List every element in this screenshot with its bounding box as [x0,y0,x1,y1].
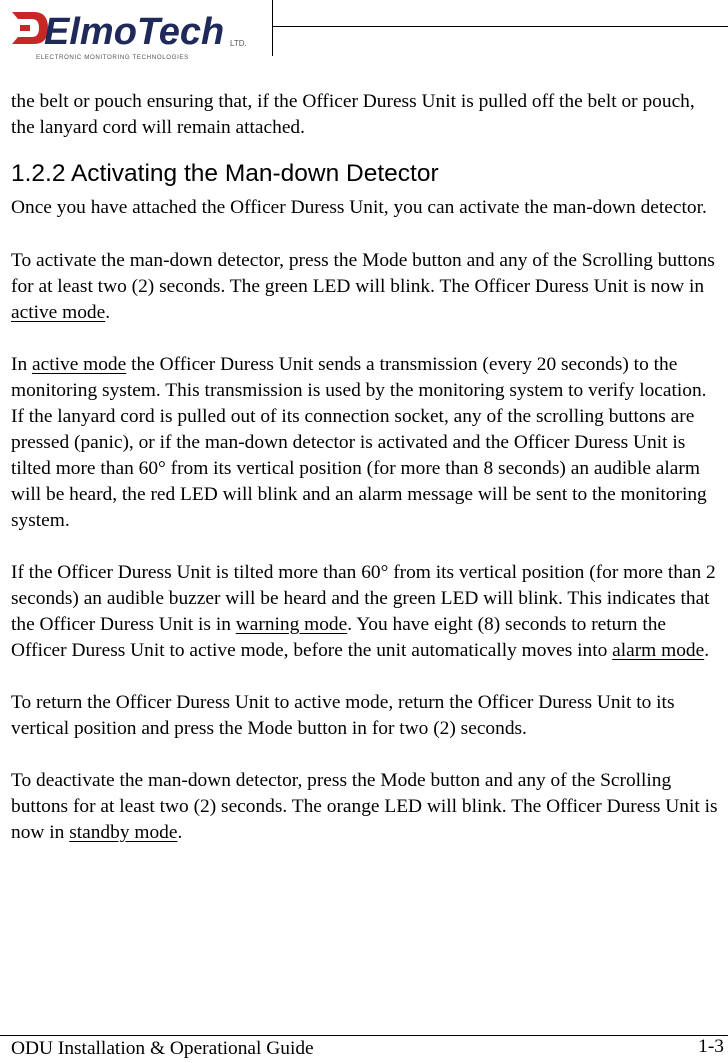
document-body [11,89,723,872]
intro-paragraph: Once you have attached the Officer Duress Unit, you can activate the man-down detector. [11,197,707,218]
continued-paragraph: the belt or pouch ensuring that, if the Officer Duress Unit is pulled off the belt or pouch, the lanyard cord will remain attached. [11,91,695,138]
active-mode-paragraph [11,352,723,534]
logo-tagline: ELECTRONIC MONITORING TECHNOLOGIES [36,54,189,61]
deactivate-paragraph [11,768,723,846]
activate-text: To activate the man-down detector, press the Mode button and any of the Scrolling buttons for at least two (2) seconds. The green LED will blink. The Officer Duress Unit is now in [11,250,715,297]
activate-paragraph [11,248,723,326]
logo-mark-icon [12,12,48,44]
logo-suffix: LTD. [230,39,247,48]
tilt-paragraph [11,560,723,664]
page-number: 1-3 [698,1036,724,1057]
tilt-text: If the Officer Duress Unit is tilted more than 60° from its vertical position (for more than 2 seconds) an audible buzzer will be heard and the green LED will blink. This indicates that the Officer Duress Unit is in [11,562,716,635]
footer-title: ODU Installation & Operational Guide [11,1038,314,1059]
elmotech-logo [6,6,272,64]
header-divider-horizontal [272,26,728,27]
tilt-text-middle: . You have eight (8) seconds to return the Officer Duress Unit to active mode, before the unit automatically moves into [11,614,667,661]
alarm-mode-link[interactable]: alarm mode [612,640,705,661]
tilt-text-end: . [704,640,710,661]
header-divider-vertical [272,0,273,56]
active-mode-prefix: In [11,354,33,375]
deactivate-text: To deactivate the man-down detector, press the Mode button and any of the Scrolling buttons for at least two (2) seconds. The orange LED will blink. The Officer Duress Unit is now in [11,770,718,843]
activate-text-end: . [105,302,111,323]
active-mode-link-2[interactable]: active mode [32,354,127,375]
logo-wordmark: ElmoTech [44,11,225,53]
deactivate-text-end: . [177,822,183,843]
section-heading: 1.2.2 Activating the Man-down Detector [11,160,439,187]
return-paragraph: To return the Officer Duress Unit to active mode, return the Officer Duress Unit to its vertical position and press the Mode button in for two (2) seconds. [11,692,675,739]
standby-mode-link[interactable]: standby mode [69,822,178,843]
active-mode-link[interactable]: active mode [11,302,106,323]
warning-mode-link[interactable]: warning mode [235,614,348,635]
active-mode-text: the Officer Duress Unit sends a transmission (every 20 seconds) to the monitoring system. This transmission is used by the monitoring system to verify location. If the lanyard cord is pulled out of its connection socket, any of the scrolling buttons are pressed (panic), or if the man-down detector is activated and the Officer Duress Unit is tilted more than 60° from its vertical position (for more than 8 seconds) an audible alarm will be heard, the red LED will blink and an alarm message will be sent to the monitoring system. [11,354,707,531]
footer-divider [0,1035,728,1036]
